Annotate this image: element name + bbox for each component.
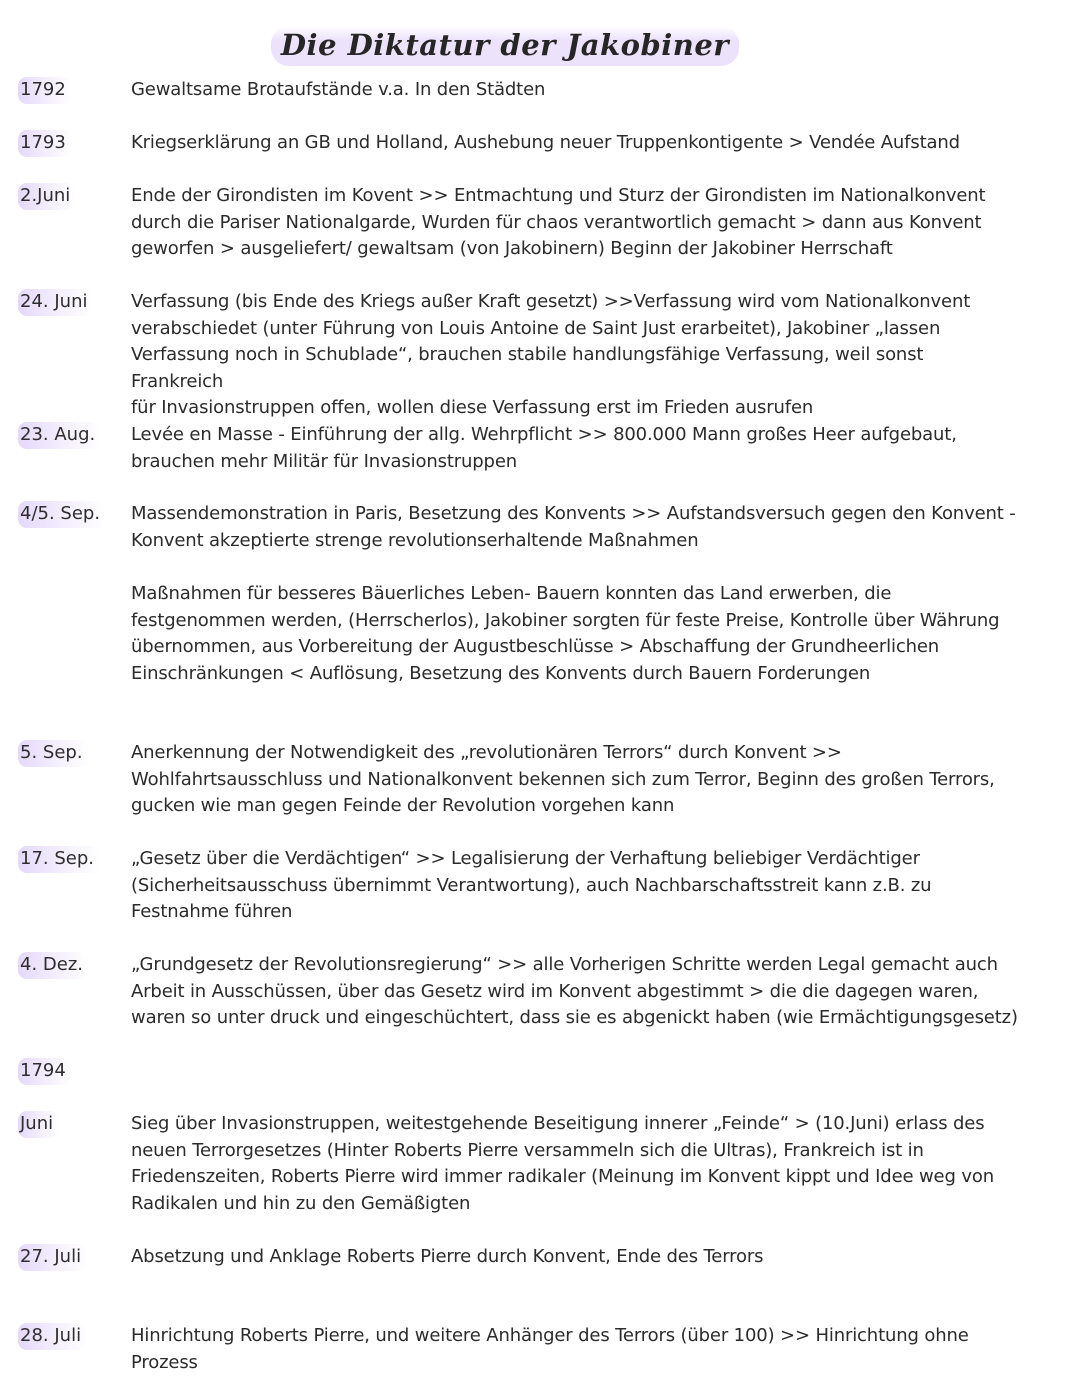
entry-date: 1793 [18, 130, 72, 157]
entry-text: Gewaltsame Brotaufstände v.a. In den Städten [131, 79, 546, 100]
entry-text: Hinrichtung Roberts Pierre, und weitere Anhänger des Terrors (über 100) >> Hinrichtung ohne Prozess [131, 1325, 969, 1373]
entry-text: Massendemonstration in Paris, Besetzung des Konvents >> Aufstandsversuch gegen den Konvent - Konvent akzeptierte strenge revolutionserhaltende Maßnahmen [131, 503, 1016, 551]
entry-date: Juni [18, 1111, 59, 1138]
entry-date: 4. Dez. [18, 952, 89, 979]
title-container [0, 26, 1010, 66]
entry-date: 17. Sep. [18, 846, 100, 873]
entry-text: Maßnahmen für besseres Bäuerliches Leben- Bauern konnten das Land erwerben, die festgenommen werden, (Herrscherlos), Jakobiner sorgten für feste Preise, Kontrolle über Währung übernommen, aus Vorbereitung der Augustbeschlüsse > Abschaffung der Grundheerlichen Einschränkungen < Auflösung, Besetzung des Konvents durch Bauern Forderungen [131, 583, 1000, 684]
entry-date: 27. Juli [18, 1244, 87, 1271]
entry-date: 1792 [18, 77, 72, 104]
entry-date: 1794 [18, 1058, 72, 1085]
entry-text: Verfassung (bis Ende des Kriegs außer Kraft gesetzt) >>Verfassung wird vom Nationalkonvent verabschiedet (unter Führung von Louis Antoine de Saint Just erarbeitet), Jakobiner „lassen Verfassung noch in Schublade“, brauchen stabile handlungsfähige Verfassung, weil sonst Frankreich für Invasionstruppen offen, wollen diese Verfassung erst im Frieden ausrufen [131, 291, 971, 418]
entry-date: 2.Juni [18, 183, 76, 210]
entry-text: Ende der Girondisten im Kovent >> Entmachtung und Sturz der Girondisten im Nationalkonvent durch die Pariser Nationalgarde, Wurden für chaos verantwortlich gemacht > dann aus Konvent geworfen > ausgeliefert/ gewaltsam (von Jakobinern) Beginn der Jakobiner Herrschaft [131, 185, 986, 259]
entry-text: Absetzung und Anklage Roberts Pierre durch Konvent, Ende des Terrors [131, 1246, 764, 1267]
entry-date: 5. Sep. [18, 740, 89, 767]
entry-text: Levée en Masse - Einführung der allg. Wehrpflicht >> 800.000 Mann großes Heer aufgebaut, brauchen mehr Militär für Invasionstruppen [131, 424, 957, 472]
entry-date: 4/5. Sep. [18, 501, 106, 528]
entry-text: „Grundgesetz der Revolutionsregierung“ >> alle Vorherigen Schritte werden Legal gemacht auch Arbeit in Ausschüssen, über das Gesetz wird im Konvent abgestimmt > die die dagegen waren, waren so unter druck und eingeschüchtert, dass sie es abgenickt haben (wie Ermächtigungsgesetz) [131, 954, 1018, 1028]
page-title: Die Diktatur der Jakobiner [271, 26, 739, 66]
entry-date: 24. Juni [18, 289, 93, 316]
entry-text: „Gesetz über die Verdächtigen“ >> Legalisierung der Verhaftung beliebiger Verdächtiger (Sicherheitsausschuss übernimmt Verantwortung), auch Nachbarschaftsstreit kann z.B. zu Festnahme führen [131, 848, 932, 922]
entry-text: Sieg über Invasionstruppen, weitestgehende Beseitigung innerer „Feinde“ > (10.Juni) erlass des neuen Terrorgesetzes (Hinter Roberts Pierre versammeln sich die Ultras), Frankreich ist in Friedenszeiten, Roberts Pierre wird immer radikaler (Meinung im Konvent kippt und Idee weg von Radikalen und hin zu den Gemäßigten [131, 1113, 994, 1214]
entry-text: Anerkennung der Notwendigkeit des „revolutionären Terrors“ durch Konvent >> Wohlfahrtsausschluss und Nationalkonvent bekennen sich zum Terror, Beginn des großen Terrors, gucken wie man gegen Feinde der Revolution vorgehen kann [131, 742, 995, 816]
entry-date: 28. Juli [18, 1323, 87, 1350]
entry-text: Kriegserklärung an GB und Holland, Aushebung neuer Truppenkontigente > Vendée Aufstand [131, 132, 960, 153]
entry-date: 23. Aug. [18, 422, 101, 449]
